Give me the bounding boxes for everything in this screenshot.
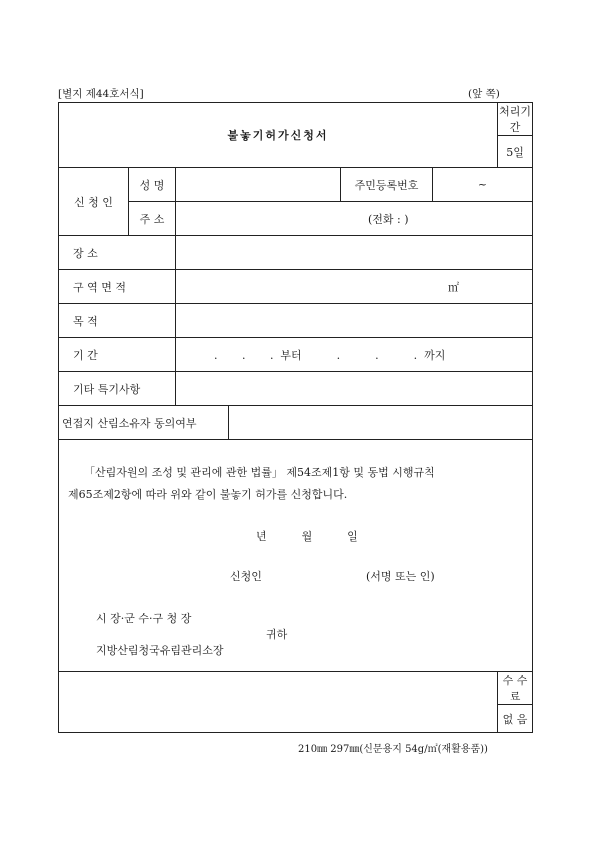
address-field[interactable] xyxy=(176,202,533,236)
resident-id-label: 주민등록번호 xyxy=(341,168,433,202)
area-label: 구 역 면 적 xyxy=(59,270,176,304)
declaration-date: 년 월 일 xyxy=(256,530,358,543)
page-side: (앞 쪽) xyxy=(468,88,500,100)
form-number: [별지 제44호서식] xyxy=(58,88,144,100)
addressee-line-1: 시 장·군 수·구 청 장 xyxy=(96,612,192,625)
declaration-line-2: 제65조제2항에 따라 위와 같이 불놓기 허가를 신청합니다. xyxy=(68,488,348,501)
honorific: 귀하 xyxy=(266,628,288,641)
area-field[interactable] xyxy=(176,270,533,304)
purpose-label: 목 적 xyxy=(59,304,176,338)
declaration-applicant: 신청인 xyxy=(230,570,262,583)
addressee-line-2: 지방산림청국유림관리소장 xyxy=(96,644,224,657)
other-field[interactable] xyxy=(176,372,533,406)
paper-spec: 210㎜ 297㎜(신문용지 54g/㎡(재활용품)) xyxy=(298,744,488,755)
applicant-label: 신 청 인 xyxy=(59,168,129,236)
declaration-line-1: 「산림자원의 조성 및 관리에 관한 법률」 제54조제1항 및 동법 시행규칙 xyxy=(84,466,435,479)
fee-label: 수 수 료 xyxy=(498,672,533,705)
processing-value: 5일 xyxy=(498,136,533,168)
address-label: 주 소 xyxy=(129,202,176,236)
period-field[interactable] xyxy=(176,338,533,372)
resident-id-separator: ~ xyxy=(477,178,488,191)
other-label: 기타 특기사항 xyxy=(59,372,176,406)
declaration-sign: (서명 또는 인) xyxy=(366,570,435,583)
area-unit: ㎡ xyxy=(448,280,459,294)
resident-id-field[interactable] xyxy=(433,168,533,202)
phone-text: (전화 : ) xyxy=(368,212,409,226)
place-field[interactable] xyxy=(176,236,533,270)
consent-field[interactable] xyxy=(229,406,533,440)
form-title: 불놓기허가신청서 xyxy=(59,103,498,168)
processing-label: 처리기간 xyxy=(498,103,533,136)
period-label: 기 간 xyxy=(59,338,176,372)
name-label: 성 명 xyxy=(129,168,176,202)
fee-blank xyxy=(59,672,498,733)
consent-label: 연접지 산림소유자 동의여부 xyxy=(59,406,229,440)
period-value: . . . 부터 . . . 까지 xyxy=(214,348,446,362)
application-form xyxy=(58,102,533,733)
place-label: 장 소 xyxy=(59,236,176,270)
purpose-field[interactable] xyxy=(176,304,533,338)
fee-value: 없 음 xyxy=(498,705,533,733)
name-field[interactable] xyxy=(176,168,341,202)
